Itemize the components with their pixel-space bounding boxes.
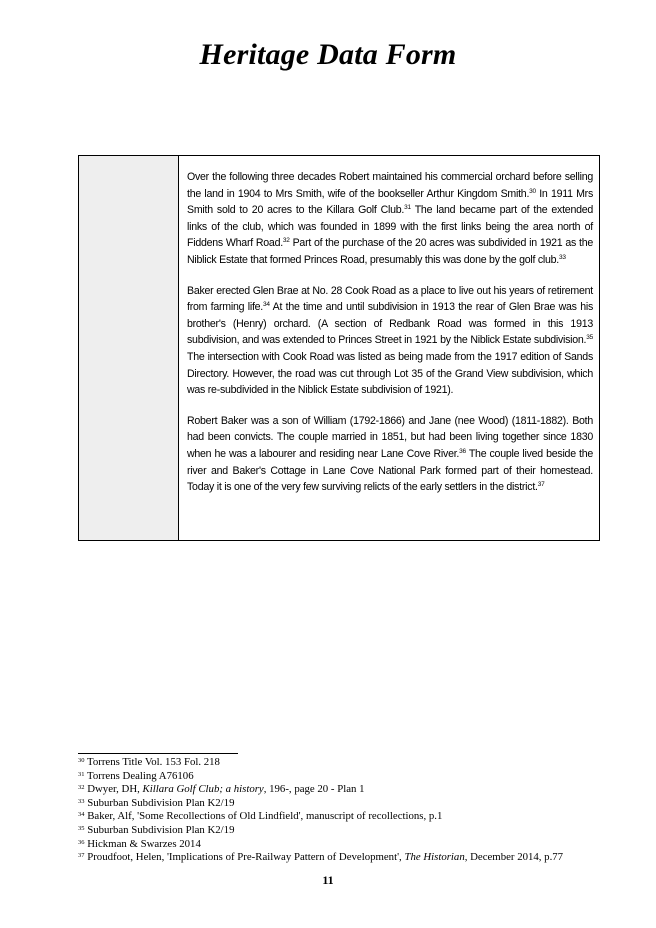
footnote-31: [78, 770, 618, 784]
footnote-33: [78, 797, 618, 811]
footnote-ref-32: 32: [282, 237, 290, 245]
label-cell: [79, 156, 179, 540]
text-run: The couple lived beside the river and Baker's Cottage in Lane Cove National Park formed part of their homestead. Today it is one of the very few surviving relicts of the early settlers in the district.: [187, 447, 593, 494]
footnote-ref-34: 34: [263, 301, 270, 309]
footnote-ref-31: 31: [78, 770, 85, 778]
footnote-ref-30: 30: [78, 757, 85, 764]
footnote-ref-35: 35: [586, 334, 593, 342]
footnote-ref-37: 37: [537, 481, 545, 489]
text-run: The land became part of the extended links of the club, which was founded in 1899 with the first links being the area north of Fiddens Wharf Road.: [187, 204, 594, 250]
text-run: Robert Baker was a son of William (1792-1866) and Jane (nee Wood) (1811-1882). Both had been convicts. The couple married in 1851, but had been living together since 1830 when he was a labourer and residing near Lane Cove River.: [187, 414, 593, 460]
text-run: Over the following three decades Robert maintained his commercial orchard before selling the land in 1904 to Mrs Smith, wife of the bookseller Arthur Kingdom Smith.: [187, 171, 593, 200]
text-run: Baker erected Glen Brae at No. 28 Cook Road as a place to live out his years of retirement from farming life.: [187, 284, 593, 314]
footnote-ref-31: 31: [404, 204, 411, 212]
footnote-ref-32: 32: [78, 784, 85, 792]
footnote-ref-35: 35: [78, 824, 85, 832]
footnote-ref-36: 36: [459, 447, 466, 455]
heritage-data-table: [78, 155, 600, 541]
text-run: , December 2014, p.77: [464, 851, 564, 864]
text-run: Baker, Alf, 'Some Recollections of Old Lindfield', manuscript of recollections, p.1: [84, 810, 443, 823]
text-run: Proudfoot, Helen, 'Implications of Pre-Railway Pattern of Development',: [84, 851, 405, 864]
footnote-separator: [78, 753, 238, 754]
footnote-ref-36: 36: [78, 838, 85, 846]
text-run: , 196-, page 20 - Plan 1: [263, 783, 365, 796]
footnote-36: [78, 838, 618, 852]
text-run: At the time and until subdivision in 1913 the rear of Glen Brae was his brother's (Henry) orchard. (A section of Redbank Road was formed in this 1913 subdivision, and was extended to Princes Street in 1921 by the Niblick Estate subdivision.: [187, 301, 593, 347]
footnote-32: [78, 783, 618, 797]
footnote-ref-34: 34: [78, 811, 85, 819]
footnote-ref-33: 33: [78, 797, 85, 805]
paragraph-robert-baker: [187, 413, 593, 496]
page-number: 11: [322, 873, 334, 887]
paragraph-orchard-history: [187, 169, 593, 269]
text-run: Dwyer, DH,: [84, 783, 143, 796]
text-run: Torrens Title Vol. 153 Fol. 218: [84, 756, 220, 768]
paragraph-glen-brae: [187, 283, 593, 399]
footnote-37: [78, 851, 618, 865]
page-title: Heritage Data Form: [199, 38, 457, 71]
footnote-34: [78, 810, 618, 824]
footnote-ref-30: 30: [529, 187, 536, 195]
text-run: Suburban Subdivision Plan K2/19: [84, 796, 235, 809]
text-run: The intersection with Cook Road was listed as being made from the 1917 edition of Sands Directory. However, the road was cut through Lot 35 of the Grand View subdivision, which was re-subdivided in the Niblick Estate subdivision of 1921).: [187, 350, 593, 397]
footnote-ref-33: 33: [559, 253, 566, 261]
italic-title: The Historian: [404, 851, 465, 864]
footnotes-list: [78, 756, 618, 865]
footnote-30: [78, 756, 618, 770]
italic-title: Killara Golf Club; a history: [142, 783, 264, 796]
content-cell: [179, 156, 599, 540]
text-run: Suburban Subdivision Plan K2/19: [84, 823, 235, 836]
text-run: In 1911 Mrs Smith sold to 20 acres to the Killara Golf Club.: [187, 187, 593, 217]
footnote-ref-37: 37: [78, 852, 85, 860]
text-run: Torrens Dealing A76106: [84, 769, 194, 782]
text-run: Hickman & Swarzes 2014: [84, 837, 201, 850]
text-run: Part of the purchase of the 20 acres was subdivided in 1921 as the Niblick Estate that formed Princes Road, presumably this was done by the golf club.: [187, 237, 593, 266]
footnote-35: [78, 824, 618, 838]
